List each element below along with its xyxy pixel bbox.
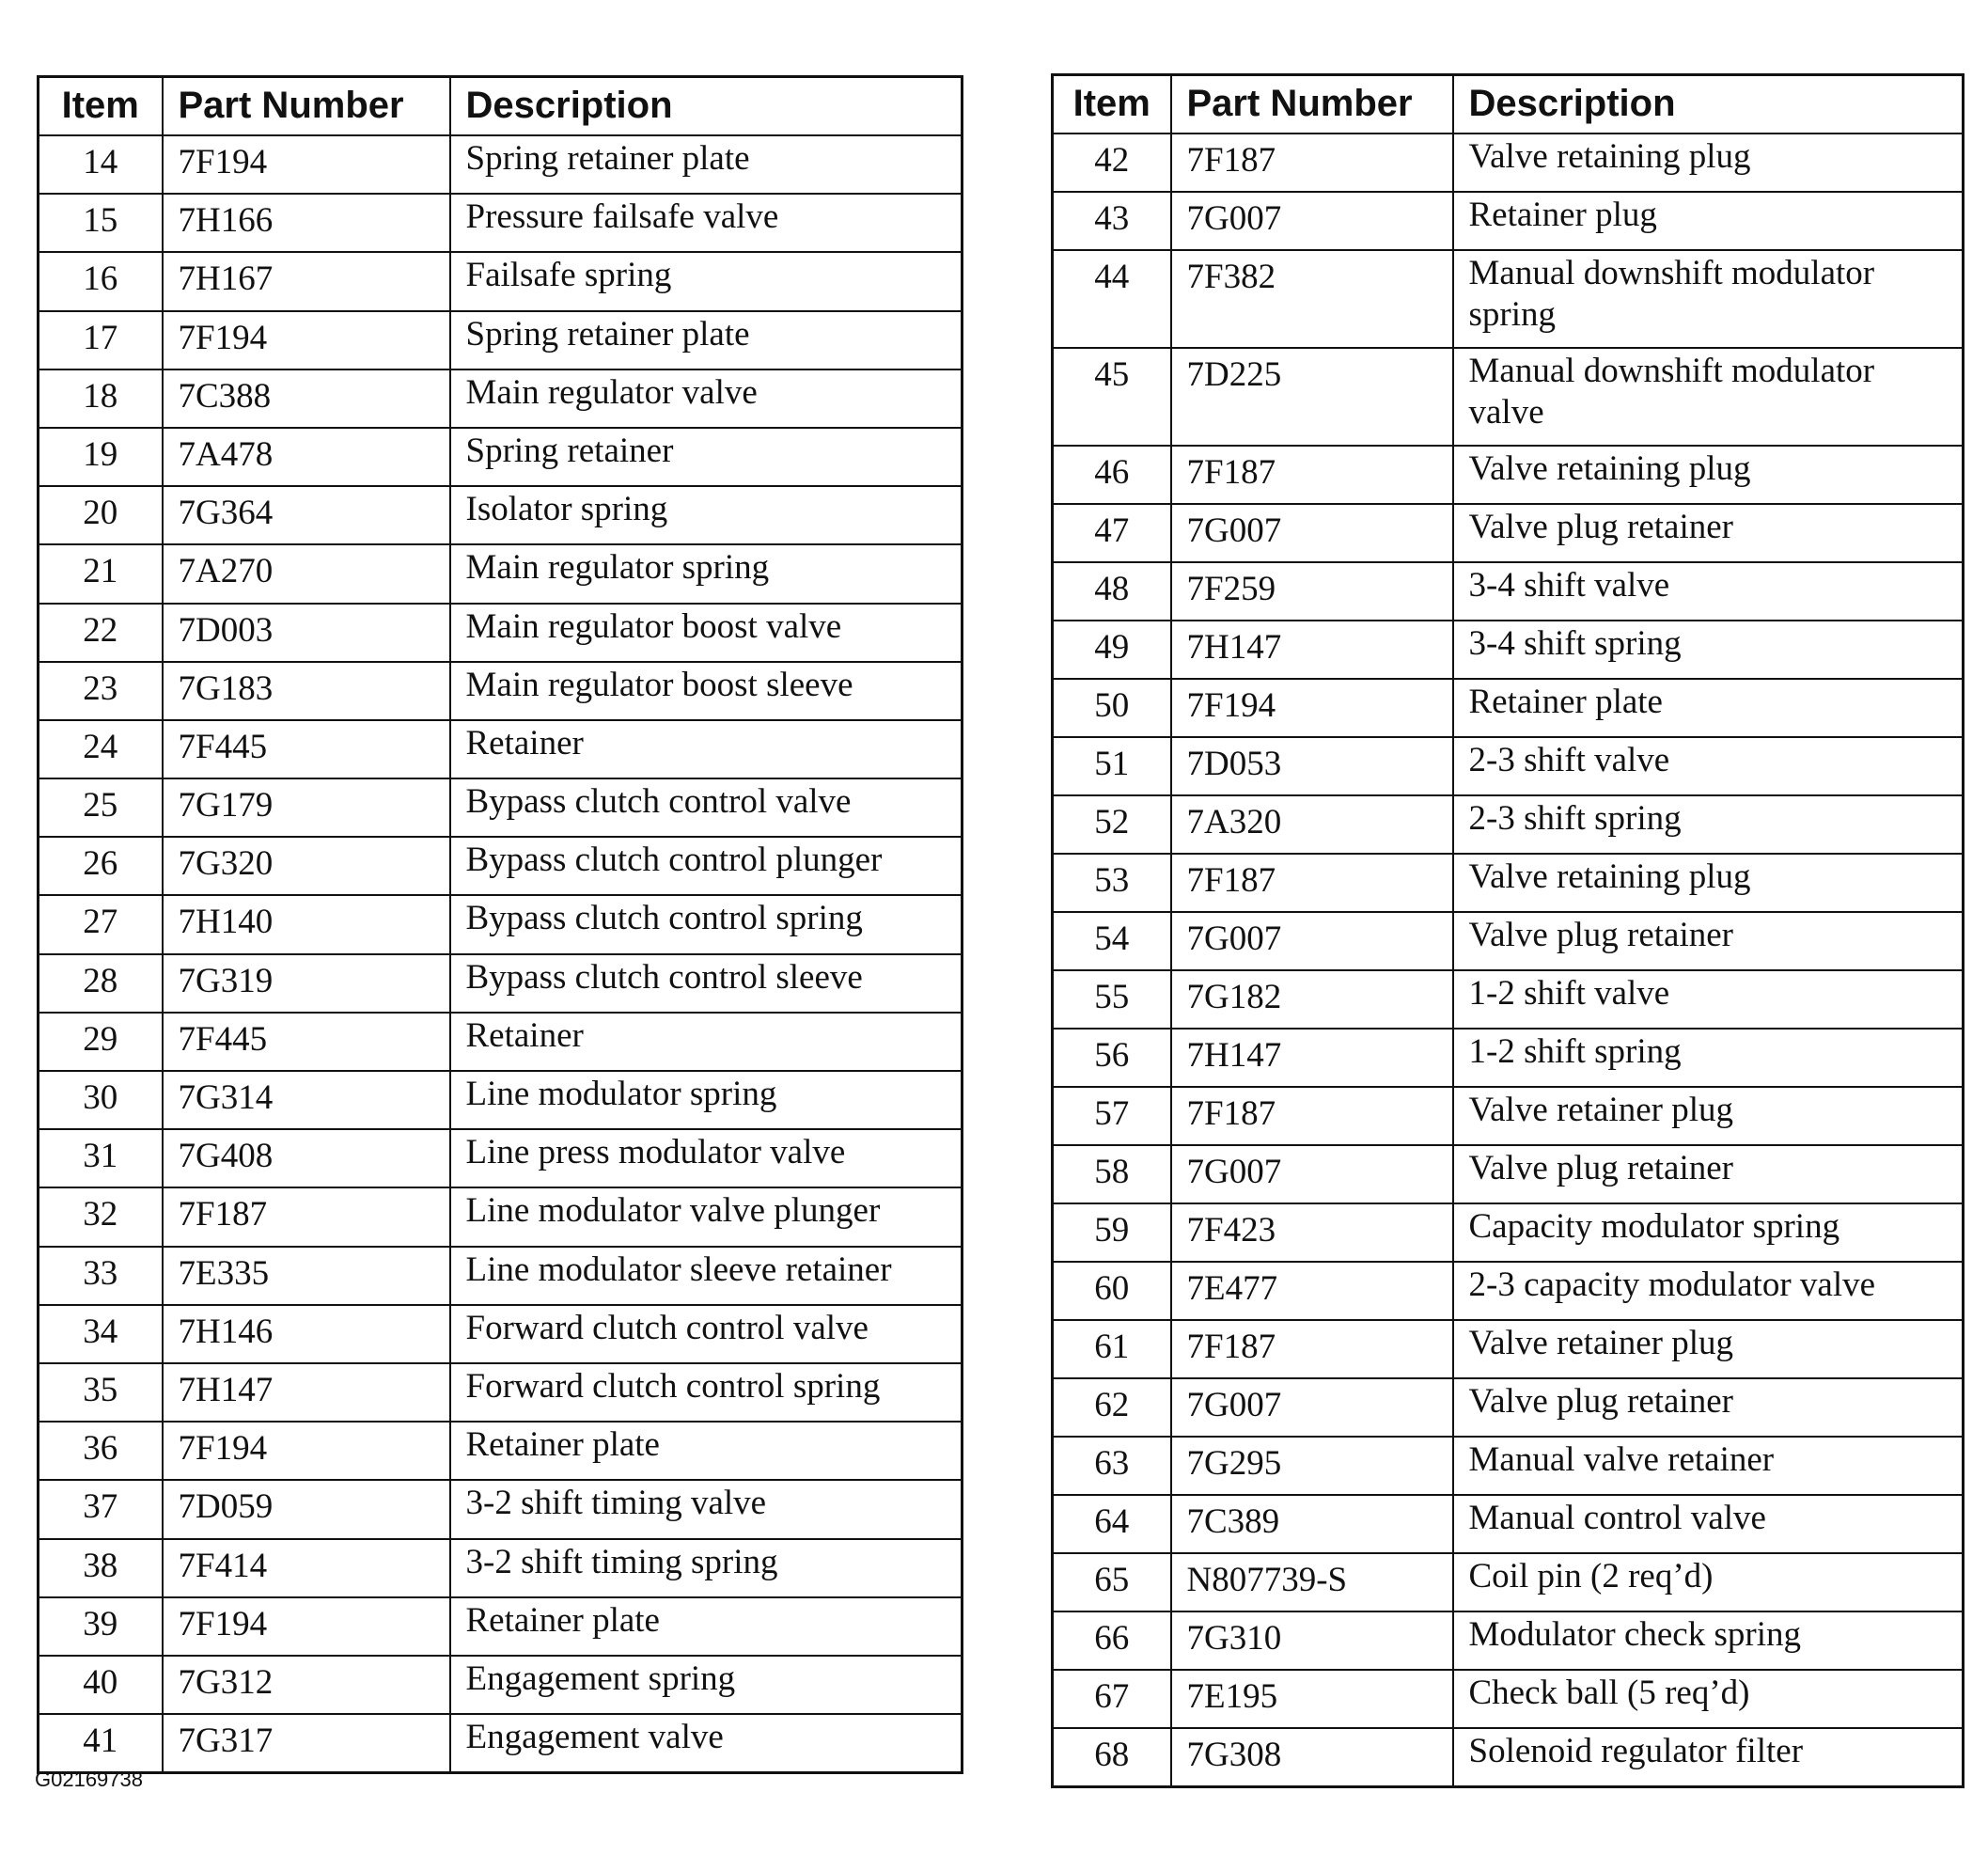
part-number-cell: N807739-S — [1171, 1553, 1453, 1611]
column-header-item: Item — [1053, 75, 1171, 134]
item-cell: 57 — [1053, 1087, 1171, 1145]
description-cell: Main regulator boost valve — [450, 604, 963, 662]
table-row — [39, 311, 963, 369]
description-cell: Manual downshift modulator spring — [1453, 250, 1964, 348]
table-row — [39, 1187, 963, 1246]
part-number-cell: 7D059 — [163, 1480, 450, 1538]
table-row — [1053, 970, 1964, 1029]
table-row — [39, 954, 963, 1013]
part-number-cell: 7F445 — [163, 720, 450, 778]
parts-table-left-body — [39, 135, 963, 1773]
description-cell: Bypass clutch control plunger — [450, 837, 963, 895]
part-number-cell: 7F187 — [1171, 1087, 1453, 1145]
description-cell: Main regulator boost sleeve — [450, 662, 963, 720]
part-number-cell: 7G179 — [163, 778, 450, 837]
description-cell: Forward clutch control valve — [450, 1305, 963, 1363]
table-row — [39, 1247, 963, 1305]
description-cell: Valve retainer plug — [1453, 1320, 1964, 1378]
description-cell: Engagement spring — [450, 1656, 963, 1714]
table-row — [1053, 348, 1964, 446]
description-cell: 3-2 shift timing spring — [450, 1539, 963, 1597]
description-cell: Spring retainer — [450, 428, 963, 486]
description-cell: Capacity modulator spring — [1453, 1203, 1964, 1262]
item-cell: 63 — [1053, 1437, 1171, 1495]
column-header-part-number: Part Number — [163, 77, 450, 136]
table-row — [1053, 504, 1964, 562]
description-cell: Valve retaining plug — [1453, 134, 1964, 192]
item-cell: 52 — [1053, 795, 1171, 854]
table-row — [1053, 1437, 1964, 1495]
item-cell: 65 — [1053, 1553, 1171, 1611]
parts-table-right — [1051, 73, 1965, 1788]
table-row — [39, 1480, 963, 1538]
figure-id: G02169738 — [35, 1768, 143, 1791]
description-cell: 1-2 shift valve — [1453, 970, 1964, 1029]
table-row — [1053, 854, 1964, 912]
part-number-cell: 7G007 — [1171, 192, 1453, 250]
part-number-cell: 7H166 — [163, 194, 450, 252]
item-cell: 66 — [1053, 1611, 1171, 1670]
item-cell: 28 — [39, 954, 163, 1013]
part-number-cell: 7A270 — [163, 544, 450, 603]
part-number-cell: 7F423 — [1171, 1203, 1453, 1262]
item-cell: 56 — [1053, 1029, 1171, 1087]
column-header-description: Description — [450, 77, 963, 136]
table-row — [1053, 1029, 1964, 1087]
item-cell: 59 — [1053, 1203, 1171, 1262]
table-row — [1053, 1087, 1964, 1145]
item-cell: 30 — [39, 1071, 163, 1129]
part-number-cell: 7H140 — [163, 895, 450, 953]
description-cell: Check ball (5 req’d) — [1453, 1670, 1964, 1728]
part-number-cell: 7G320 — [163, 837, 450, 895]
description-cell: Valve plug retainer — [1453, 504, 1964, 562]
table-header-row — [39, 77, 963, 136]
part-number-cell: 7F414 — [163, 1539, 450, 1597]
description-cell: 3-4 shift spring — [1453, 621, 1964, 679]
part-number-cell: 7H146 — [163, 1305, 450, 1363]
description-cell: Main regulator spring — [450, 544, 963, 603]
table-header-row — [1053, 75, 1964, 134]
description-cell: Valve retaining plug — [1453, 854, 1964, 912]
item-cell: 51 — [1053, 737, 1171, 795]
table-row — [39, 544, 963, 603]
table-row — [1053, 795, 1964, 854]
part-number-cell: 7F194 — [163, 135, 450, 194]
column-header-description: Description — [1453, 75, 1964, 134]
item-cell: 54 — [1053, 912, 1171, 970]
table-row — [39, 1071, 963, 1129]
part-number-cell: 7F187 — [163, 1187, 450, 1246]
table-row — [1053, 1320, 1964, 1378]
description-cell: 2-3 shift spring — [1453, 795, 1964, 854]
item-cell: 40 — [39, 1656, 163, 1714]
table-row — [39, 662, 963, 720]
column-header-item: Item — [39, 77, 163, 136]
table-row — [39, 837, 963, 895]
part-number-cell: 7G182 — [1171, 970, 1453, 1029]
part-number-cell: 7F194 — [163, 311, 450, 369]
item-cell: 18 — [39, 369, 163, 428]
description-cell: Spring retainer plate — [450, 311, 963, 369]
description-cell: Failsafe spring — [450, 252, 963, 310]
table-row — [39, 1129, 963, 1187]
description-cell: Line modulator valve plunger — [450, 1187, 963, 1246]
item-cell: 36 — [39, 1422, 163, 1480]
part-number-cell: 7F194 — [1171, 679, 1453, 737]
part-number-cell: 7F194 — [163, 1597, 450, 1656]
table-row — [39, 1539, 963, 1597]
description-cell: Forward clutch control spring — [450, 1363, 963, 1422]
item-cell: 21 — [39, 544, 163, 603]
part-number-cell: 7G310 — [1171, 1611, 1453, 1670]
table-row — [39, 1714, 963, 1773]
part-number-cell: 7G308 — [1171, 1728, 1453, 1787]
description-cell: Pressure failsafe valve — [450, 194, 963, 252]
item-cell: 31 — [39, 1129, 163, 1187]
table-row — [1053, 1145, 1964, 1203]
part-number-cell: 7F259 — [1171, 562, 1453, 621]
column-header-part-number: Part Number — [1171, 75, 1453, 134]
part-number-cell: 7F445 — [163, 1013, 450, 1071]
table-row — [39, 194, 963, 252]
part-number-cell: 7G007 — [1171, 912, 1453, 970]
table-row — [1053, 250, 1964, 348]
table-row — [39, 778, 963, 837]
description-cell: Manual valve retainer — [1453, 1437, 1964, 1495]
item-cell: 46 — [1053, 446, 1171, 504]
part-number-cell: 7H147 — [1171, 621, 1453, 679]
part-number-cell: 7H147 — [163, 1363, 450, 1422]
description-cell: 2-3 shift valve — [1453, 737, 1964, 795]
item-cell: 17 — [39, 311, 163, 369]
description-cell: Valve plug retainer — [1453, 1145, 1964, 1203]
part-number-cell: 7D053 — [1171, 737, 1453, 795]
part-number-cell: 7F194 — [163, 1422, 450, 1480]
table-row — [1053, 1670, 1964, 1728]
description-cell: Valve retainer plug — [1453, 1087, 1964, 1145]
item-cell: 58 — [1053, 1145, 1171, 1203]
parts-table-right-body — [1053, 134, 1964, 1787]
table-row — [1053, 1611, 1964, 1670]
table-row — [1053, 1728, 1964, 1787]
part-number-cell: 7F187 — [1171, 446, 1453, 504]
part-number-cell: 7F187 — [1171, 854, 1453, 912]
table-row — [1053, 912, 1964, 970]
table-row — [1053, 1262, 1964, 1320]
table-row — [39, 604, 963, 662]
part-number-cell: 7G319 — [163, 954, 450, 1013]
item-cell: 32 — [39, 1187, 163, 1246]
table-row — [39, 1305, 963, 1363]
item-cell: 47 — [1053, 504, 1171, 562]
table-row — [1053, 562, 1964, 621]
table-row — [39, 1656, 963, 1714]
parts-table-left — [37, 75, 963, 1774]
item-cell: 67 — [1053, 1670, 1171, 1728]
item-cell: 20 — [39, 486, 163, 544]
description-cell: Valve retaining plug — [1453, 446, 1964, 504]
item-cell: 62 — [1053, 1378, 1171, 1437]
item-cell: 50 — [1053, 679, 1171, 737]
table-row — [1053, 1495, 1964, 1553]
item-cell: 45 — [1053, 348, 1171, 446]
table-row — [1053, 192, 1964, 250]
part-number-cell: 7G007 — [1171, 504, 1453, 562]
part-number-cell: 7D003 — [163, 604, 450, 662]
table-row — [39, 252, 963, 310]
description-cell: Manual control valve — [1453, 1495, 1964, 1553]
table-row — [1053, 737, 1964, 795]
item-cell: 24 — [39, 720, 163, 778]
part-number-cell: 7G183 — [163, 662, 450, 720]
table-row — [39, 895, 963, 953]
description-cell: Line press modulator valve — [450, 1129, 963, 1187]
item-cell: 19 — [39, 428, 163, 486]
item-cell: 64 — [1053, 1495, 1171, 1553]
part-number-cell: 7H167 — [163, 252, 450, 310]
description-cell: Manual downshift modulator valve — [1453, 348, 1964, 446]
description-cell: 2-3 capacity modulator valve — [1453, 1262, 1964, 1320]
description-cell: Coil pin (2 req’d) — [1453, 1553, 1964, 1611]
part-number-cell: 7G007 — [1171, 1145, 1453, 1203]
description-cell: Retainer — [450, 720, 963, 778]
description-cell: Isolator spring — [450, 486, 963, 544]
part-number-cell: 7C389 — [1171, 1495, 1453, 1553]
part-number-cell: 7G314 — [163, 1071, 450, 1129]
item-cell: 60 — [1053, 1262, 1171, 1320]
item-cell: 23 — [39, 662, 163, 720]
item-cell: 48 — [1053, 562, 1171, 621]
item-cell: 68 — [1053, 1728, 1171, 1787]
item-cell: 26 — [39, 837, 163, 895]
description-cell: Bypass clutch control spring — [450, 895, 963, 953]
description-cell: 3-2 shift timing valve — [450, 1480, 963, 1538]
description-cell: Bypass clutch control valve — [450, 778, 963, 837]
description-cell: Spring retainer plate — [450, 135, 963, 194]
part-number-cell: 7G317 — [163, 1714, 450, 1773]
item-cell: 41 — [39, 1714, 163, 1773]
part-number-cell: 7H147 — [1171, 1029, 1453, 1087]
part-number-cell: 7G364 — [163, 486, 450, 544]
table-row — [39, 1597, 963, 1656]
part-number-cell: 7C388 — [163, 369, 450, 428]
description-cell: Bypass clutch control sleeve — [450, 954, 963, 1013]
description-cell: Line modulator sleeve retainer — [450, 1247, 963, 1305]
item-cell: 42 — [1053, 134, 1171, 192]
item-cell: 37 — [39, 1480, 163, 1538]
part-number-cell: 7F382 — [1171, 250, 1453, 348]
description-cell: Main regulator valve — [450, 369, 963, 428]
table-row — [1053, 1378, 1964, 1437]
item-cell: 16 — [39, 252, 163, 310]
table-row — [1053, 621, 1964, 679]
description-cell: Line modulator spring — [450, 1071, 963, 1129]
description-cell: Valve plug retainer — [1453, 912, 1964, 970]
item-cell: 49 — [1053, 621, 1171, 679]
item-cell: 44 — [1053, 250, 1171, 348]
item-cell: 61 — [1053, 1320, 1171, 1378]
description-cell: Retainer plug — [1453, 192, 1964, 250]
item-cell: 15 — [39, 194, 163, 252]
item-cell: 39 — [39, 1597, 163, 1656]
part-number-cell: 7F187 — [1171, 1320, 1453, 1378]
part-number-cell: 7D225 — [1171, 348, 1453, 446]
description-cell: Retainer plate — [1453, 679, 1964, 737]
part-number-cell: 7E195 — [1171, 1670, 1453, 1728]
item-cell: 29 — [39, 1013, 163, 1071]
table-row — [1053, 134, 1964, 192]
item-cell: 43 — [1053, 192, 1171, 250]
table-row — [39, 428, 963, 486]
item-cell: 14 — [39, 135, 163, 194]
description-cell: Modulator check spring — [1453, 1611, 1964, 1670]
table-row — [39, 720, 963, 778]
table-row — [1053, 446, 1964, 504]
part-number-cell: 7G295 — [1171, 1437, 1453, 1495]
item-cell: 55 — [1053, 970, 1171, 1029]
description-cell: Retainer — [450, 1013, 963, 1071]
part-number-cell: 7A478 — [163, 428, 450, 486]
description-cell: Retainer plate — [450, 1422, 963, 1480]
table-row — [39, 135, 963, 194]
item-cell: 27 — [39, 895, 163, 953]
table-row — [39, 1013, 963, 1071]
description-cell: Retainer plate — [450, 1597, 963, 1656]
table-row — [1053, 1203, 1964, 1262]
item-cell: 34 — [39, 1305, 163, 1363]
table-row — [39, 369, 963, 428]
item-cell: 53 — [1053, 854, 1171, 912]
item-cell: 35 — [39, 1363, 163, 1422]
table-row — [39, 486, 963, 544]
description-cell: 1-2 shift spring — [1453, 1029, 1964, 1087]
item-cell: 33 — [39, 1247, 163, 1305]
item-cell: 38 — [39, 1539, 163, 1597]
description-cell: Valve plug retainer — [1453, 1378, 1964, 1437]
description-cell: 3-4 shift valve — [1453, 562, 1964, 621]
table-row — [1053, 679, 1964, 737]
table-row — [1053, 1553, 1964, 1611]
part-number-cell: 7A320 — [1171, 795, 1453, 854]
part-number-cell: 7G312 — [163, 1656, 450, 1714]
item-cell: 25 — [39, 778, 163, 837]
item-cell: 22 — [39, 604, 163, 662]
part-number-cell: 7G408 — [163, 1129, 450, 1187]
part-number-cell: 7E477 — [1171, 1262, 1453, 1320]
table-row — [39, 1363, 963, 1422]
table-row — [39, 1422, 963, 1480]
part-number-cell: 7F187 — [1171, 134, 1453, 192]
description-cell: Engagement valve — [450, 1714, 963, 1773]
description-cell: Solenoid regulator filter — [1453, 1728, 1964, 1787]
part-number-cell: 7E335 — [163, 1247, 450, 1305]
part-number-cell: 7G007 — [1171, 1378, 1453, 1437]
